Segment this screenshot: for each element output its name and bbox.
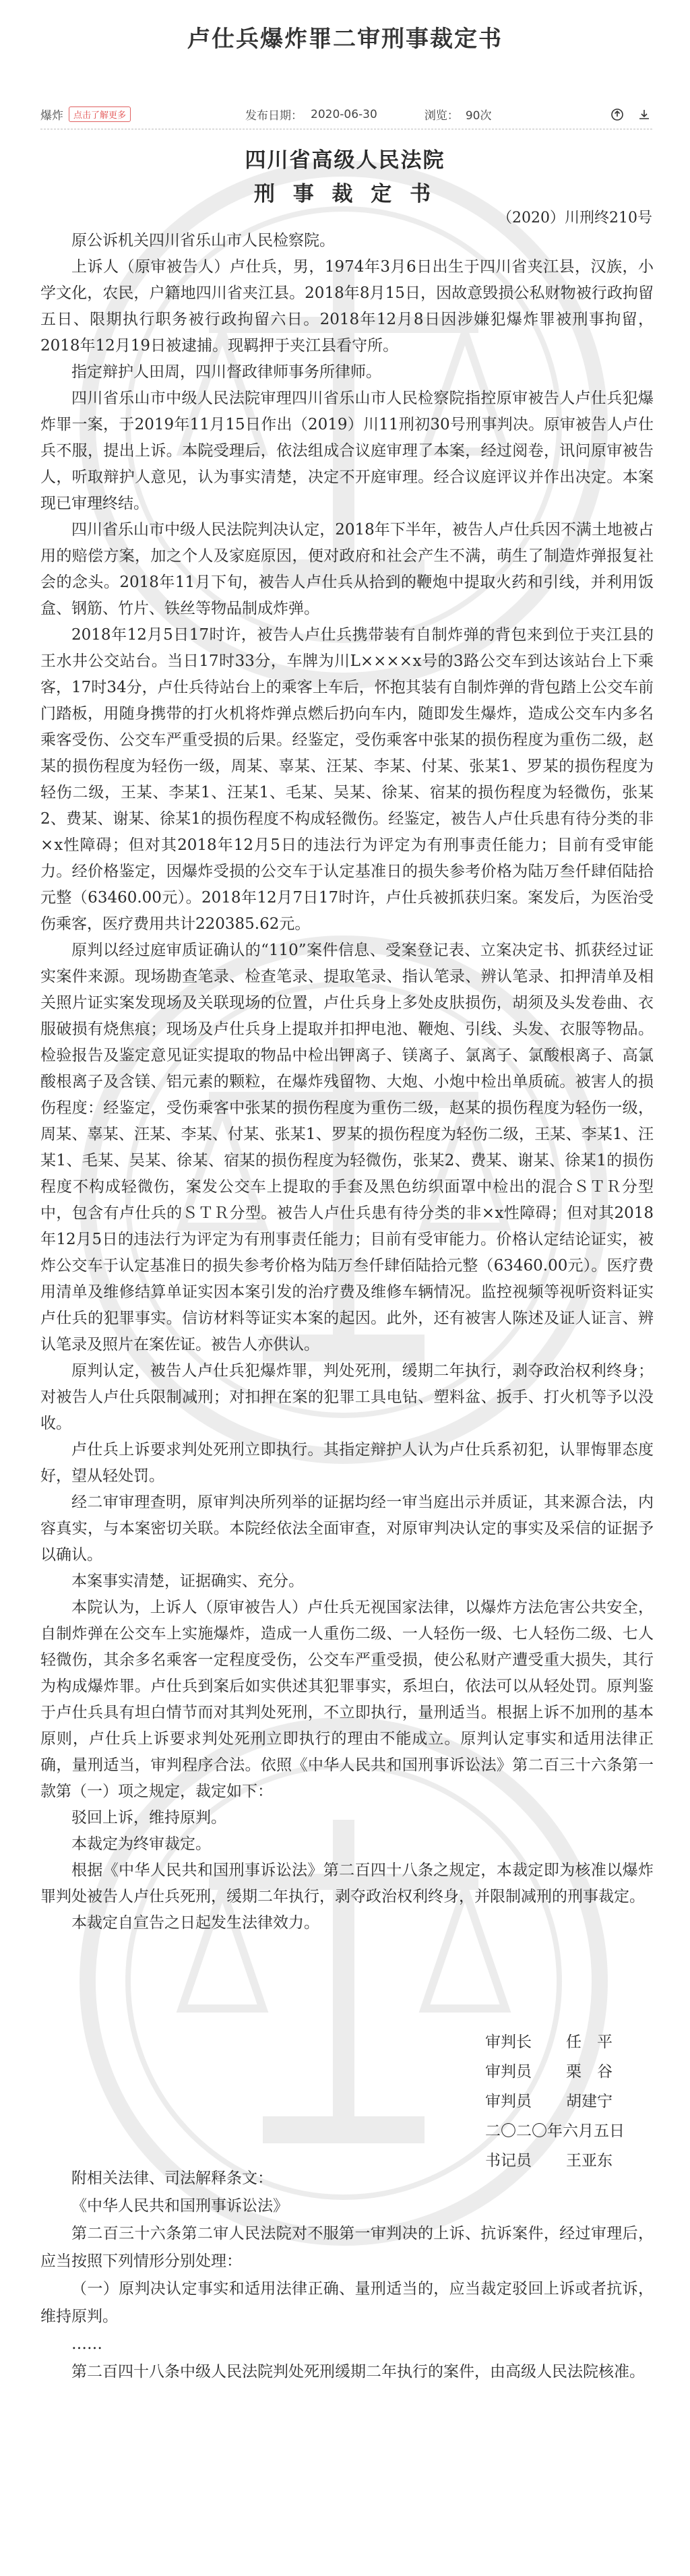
- paragraph: 原判认定，被告人卢仕兵犯爆炸罪，判处死刑，缓期二年执行，剥夺政治权利终身；对被告人卢仕兵限制减刑；对扣押在案的犯罪工具电钻、塑料盆、扳手、打火机等予以没收。: [40, 1362, 654, 1432]
- paragraph: 驳回上诉，维持原判。: [71, 1809, 226, 1827]
- download-icon[interactable]: [636, 106, 652, 123]
- meta-bar: [40, 100, 652, 129]
- paragraph: 指定辩护人田周，四川督政律师事务所律师。: [71, 363, 381, 381]
- case-number: （2020）川刑终210号: [497, 210, 652, 226]
- learn-more-button[interactable]: 点击了解更多: [69, 106, 131, 122]
- legal-annex: [40, 2165, 654, 2386]
- annex-paragraph: 附相关法律、司法解释条文：: [71, 2170, 273, 2187]
- paragraph: 四川省乐山市中级人民法院判决认定，2018年下半年，被告人卢仕兵因不满土地被占用的赔偿方案，加之个人及家庭原因，便对政府和社会产生不满，萌生了制造炸弹报复社会的念头。2018年11月下旬，被告人卢仕兵从拾到的鞭炮中提取火药和引线，并利用饭盒、钢筋、竹片、铁丝等物品制成炸弹。: [40, 521, 654, 617]
- signature-role: 审判员: [485, 2063, 532, 2081]
- views-count: 90次: [465, 109, 492, 123]
- crime-label: 爆炸: [40, 109, 63, 123]
- paragraph: 四川省乐山市中级人民法院审理四川省乐山市人民检察院指控原审被告人卢仕兵犯爆炸罪一案，于2019年11月15日作出（2019）川11刑初30号刑事判决。原审被告人卢仕兵不服，提出上诉。本院受理后，依法组成合议庭审理了本案，经过阅卷，讯问原审被告人，听取辩护人意见，认为事实清楚，决定不开庭审理。经合议庭评议并作出决定。本案现已审理终结。: [40, 390, 654, 512]
- paragraph: 上诉人（原审被告人）卢仕兵，男，1974年3月6日出生于四川省夹江县，汉族，小学文化，农民，户籍地四川省夹江县。2018年8月15日，因故意毁损公私财物被行政拘留五日、限期执行职务被行政拘留六日。2018年12月8日因涉嫌犯爆炸罪被刑事拘留，2018年12月19日被逮捕。现羁押于夹江县看守所。: [40, 258, 654, 355]
- paragraph: 本院认为，上诉人（原审被告人）卢仕兵无视国家法律，以爆炸方法危害公共安全，自制炸弹在公交车上实施爆炸，造成一人重伤二级、一人轻伤一级、七人轻伤二级、七人轻微伤，其余多名乘客一定程度受伤，公交车严重受损，使公私财产遭受重大损失，其行为构成爆炸罪。卢仕兵到案后如实供述其犯罪事实，系坦白，依法可以从轻处罚。原判鉴于卢仕兵具有坦白情节而对其判处死刑，不立即执行，量刑适当。根据上诉不加刑的基本原则，卢仕兵上诉要求判处死刑立即执行的理由不能成立。原判认定事实和适用法律正确，量刑适当，审判程序合法。依照《中华人民共和国刑事诉讼法》第二百三十六条第一款第（一）项之规定，裁定如下：: [40, 1599, 654, 1800]
- paragraph: 卢仕兵上诉要求判处死刑立即执行。其指定辩护人认为卢仕兵系初犯，认罪悔罪态度好，望从轻处罚。: [40, 1441, 654, 1485]
- signature-role: 审判员: [485, 2093, 532, 2110]
- signature-row: [485, 2027, 660, 2057]
- clerk-role: 书记员: [485, 2152, 532, 2170]
- paragraph: 经二审审理查明，原审判决所列举的证据均经一审当庭出示并质证，其来源合法，内容真实，与本案密切关联。本院经依法全面审查，对原审判决认定的事实及采信的证据予以确认。: [40, 1494, 654, 1564]
- share-icon[interactable]: [609, 106, 625, 123]
- signature-name: 任 平: [566, 2033, 613, 2051]
- annex-paragraph: （一）原判决认定事实和适用法律正确、量刑适当的，应当裁定驳回上诉或者抗诉，维持原判。: [40, 2280, 654, 2325]
- publish-date: 2020-06-30: [311, 107, 377, 121]
- court-name: 四川省高级人民法院: [245, 148, 445, 173]
- annex-paragraph: 第二百四十八条中级人民法院判处死刑缓期二年执行的案件，由高级人民法院核准。: [71, 2363, 645, 2381]
- toolbar: [609, 106, 652, 123]
- clerk-name: 王亚东: [566, 2152, 613, 2170]
- document-kind: 刑 事 裁 定 书: [253, 182, 437, 206]
- sign-date: 二〇二〇年六月五日: [485, 2122, 625, 2140]
- views-label: 浏览：: [424, 109, 459, 123]
- signature-row: [485, 2087, 660, 2116]
- signature-role: 审判长: [485, 2033, 532, 2051]
- page-title: 卢仕兵爆炸罪二审刑事裁定书: [187, 26, 503, 53]
- document-body: [40, 228, 654, 1936]
- paragraph: 本裁定自宣告之日起发生法律效力。: [71, 1914, 319, 1932]
- paragraph: 2018年12月5日17时许，被告人卢仕兵携带装有自制炸弹的背包来到位于夹江县的王水井公交站台。当日17时33分，车牌为川L××××ⅹ号的3路公交车到达该站台上下乘客，17时34分，卢仕兵待站台上的乘客上车后，怀抱其装有自制炸弹的背包踏上公交车前门踏板，用随身携带的打火机将炸弹点燃后扔向车内，随即发生爆炸，造成公交车内多名乘客受伤、公交车严重受损的后果。经鉴定，受伤乘客中张某的损伤程度为重伤二级，赵某的损伤程度为轻伤一级，周某、辜某、汪某、李某、付某、张某1、罗某的损伤程度为轻伤二级，王某、李某1、汪某1、毛某、吴某、徐某、宿某的损伤程度为轻微伤，张某2、费某、谢某、徐某1的损伤程度不构成轻微伤。经鉴定，被告人卢仕兵患有待分类的非×ⅹ性障碍；但对其2018年12月5日的违法行为评定为有刑事责任能力；目前有受审能力。经价格鉴定，因爆炸受损的公交车于认定基准日的损失参考价格为陆万叁仟肆佰陆拾元整（63460.00元）。2018年12月7日17时许，卢仕兵被抓获归案。案发后，为医治受伤乘客，医疗费用共计220385.62元。: [40, 626, 654, 933]
- paragraph: 原判以经过庭审质证确认的“110”案件信息、受案登记表、立案决定书、抓获经过证实案件来源。现场勘查笔录、检查笔录、提取笔录、指认笔录、辨认笔录、扣押清单及相关照片证实案发现场及关联现场的位置，卢仕兵身上多处皮肤损伤，胡须及头发卷曲、衣服破损有烧焦痕；现场及卢仕兵身上提取并扣押电池、鞭炮、引线、头发、衣服等物品。检验报告及鉴定意见证实提取的物品中检出钾离子、镁离子、氯离子、氯酸根离子、高氯酸根离子及含镁、铝元素的颗粒，在爆炸残留物、大炮、小炮中检出单质硫。被害人的损伤程度：经鉴定，受伤乘客中张某的损伤程度为重伤二级，赵某的损伤程度为轻伤一级，周某、辜某、汪某、李某、付某、张某1、罗某的损伤程度为轻伤二级，王某、李某1、汪某1、毛某、吴某、徐某、宿某的损伤程度为轻微伤，张某2、费某、谢某、徐某1的损伤程度不构成轻微伤，案发公交车上提取的手套及黑色纺织面罩中检出的混合ＳＴＲ分型中，包含有卢仕兵的ＳＴＲ分型。被告人卢仕兵患有待分类的非×ⅹ性障碍；但对其2018年12月5日的违法行为评定为有刑事责任能力；目前有受审能力。价格认定结论证实，被炸公交车于认定基准日的损失参考价格为陆万叁仟肆佰陆拾元整（63460.00元）。医疗费用清单及维修结算单证实因本案引发的治疗费及维修车辆情况。监控视频等视听资料证实卢仕兵的犯罪事实。信访材料等证实本案的起因。此外，还有被害人陈述及证人证言、辨认笔录及照片在案佐证。被告人亦供认。: [40, 942, 654, 1353]
- signature-name: 栗 谷: [566, 2063, 613, 2081]
- paragraph: 原公诉机关四川省乐山市人民检察院。: [71, 232, 335, 249]
- annex-paragraph: ……: [71, 2335, 102, 2353]
- annex-paragraph: 第二百三十六条第二审人民法院对不服第一审判决的上诉、抗诉案件，经过审理后，应当按照下列情形分别处理：: [40, 2225, 654, 2270]
- signature-row: [485, 2057, 660, 2087]
- paragraph: 本裁定为终审裁定。: [71, 1835, 211, 1853]
- publish-date-label: 发布日期：: [245, 109, 303, 123]
- paragraph: 根据《中华人民共和国刑事诉讼法》第二百四十八条之规定，本裁定即为核准以爆炸罪判处被告人卢仕兵死刑，缓期二年执行，剥夺政治权利终身，并限制减刑的刑事裁定。: [40, 1862, 654, 1905]
- signature-block: [485, 2027, 660, 2176]
- annex-paragraph: 《中华人民共和国刑事诉讼法》: [71, 2197, 288, 2215]
- signature-name: 胡建宁: [566, 2093, 613, 2110]
- paragraph: 本案事实清楚，证据确实、充分。: [71, 1572, 304, 1590]
